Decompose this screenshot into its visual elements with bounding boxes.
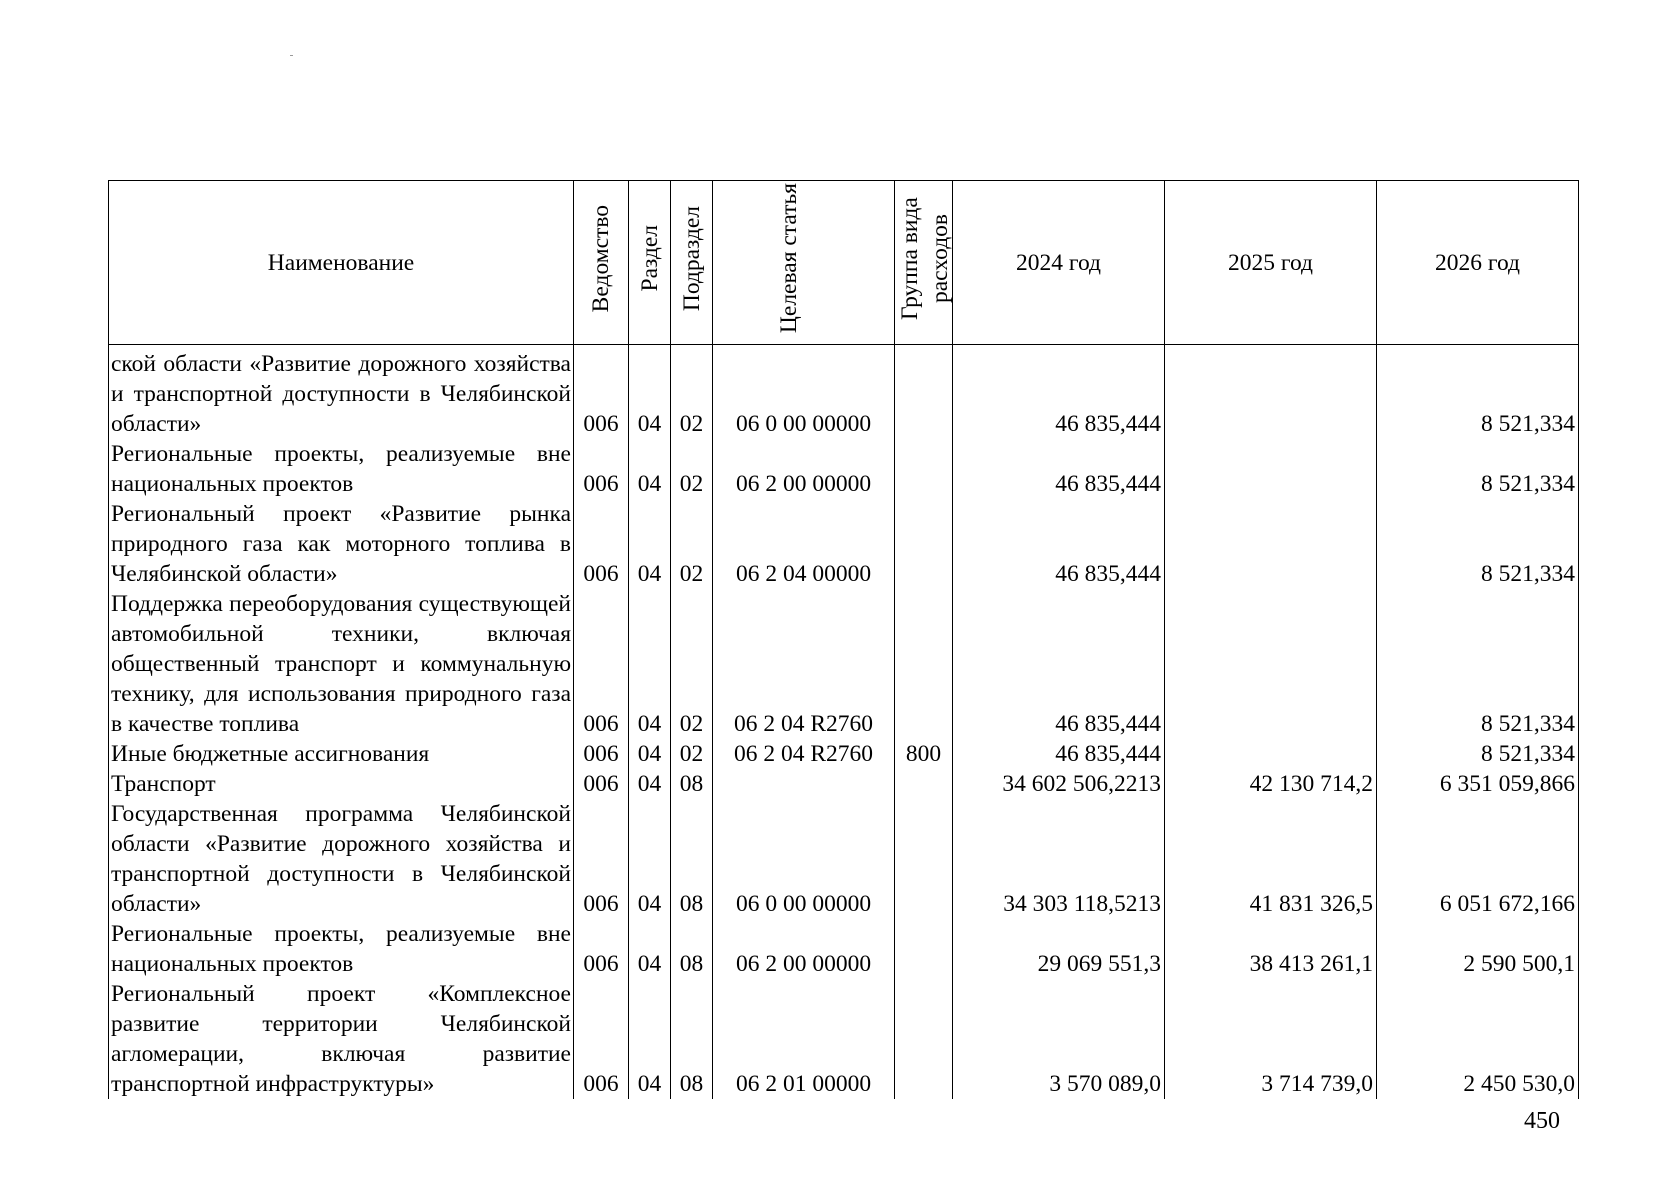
scan-speck <box>290 55 293 56</box>
row-razdel: 04 <box>629 739 671 769</box>
row-podrazdel: 02 <box>671 345 713 440</box>
row-ved: 006 <box>574 345 629 440</box>
row-csr: 06 2 04 00000 <box>713 499 895 589</box>
row-razdel: 04 <box>629 979 671 1099</box>
row-razdel: 04 <box>629 919 671 979</box>
row-2025 <box>1165 345 1377 440</box>
row-2025: 3 714 739,0 <box>1165 979 1377 1099</box>
row-2024: 46 835,444 <box>953 345 1165 440</box>
row-2024: 29 069 551,3 <box>953 919 1165 979</box>
row-2026: 8 521,334 <box>1377 439 1579 499</box>
row-2025: 42 130 714,2 <box>1165 769 1377 799</box>
row-name: Региональные проекты, реализуемые вне национальных проектов <box>109 919 574 979</box>
page-number: 450 <box>1524 1108 1560 1134</box>
row-2024: 46 835,444 <box>953 589 1165 739</box>
row-podrazdel: 08 <box>671 979 713 1099</box>
header-razdel: Раздел <box>629 181 671 345</box>
header-2025: 2025 год <box>1165 181 1377 345</box>
table-row <box>109 439 1579 499</box>
row-vr: 800 <box>895 739 953 769</box>
row-ved: 006 <box>574 589 629 739</box>
row-podrazdel: 02 <box>671 739 713 769</box>
row-2024: 46 835,444 <box>953 499 1165 589</box>
row-2026: 8 521,334 <box>1377 345 1579 440</box>
table-row <box>109 769 1579 799</box>
row-ved: 006 <box>574 919 629 979</box>
row-podrazdel: 02 <box>671 589 713 739</box>
row-ved: 006 <box>574 499 629 589</box>
row-2026: 8 521,334 <box>1377 589 1579 739</box>
row-2026: 2 590 500,1 <box>1377 919 1579 979</box>
row-ved: 006 <box>574 979 629 1099</box>
row-2026: 6 351 059,866 <box>1377 769 1579 799</box>
row-2024: 3 570 089,0 <box>953 979 1165 1099</box>
row-name: Поддержка переоборудования существующей автомобильной техники, включая общественный транспорт и коммунальную технику, для использования природного газа в качестве топлива <box>109 589 574 739</box>
row-vr <box>895 919 953 979</box>
table-header-row <box>109 181 1579 345</box>
row-2025 <box>1165 589 1377 739</box>
header-ved: Ведомство <box>574 181 629 345</box>
row-name: Государственная программа Челябинской области «Развитие дорожного хозяйства и транспортной доступности в Челябинской области» <box>109 799 574 919</box>
row-vr <box>895 499 953 589</box>
row-2026: 8 521,334 <box>1377 739 1579 769</box>
row-podrazdel: 02 <box>671 499 713 589</box>
row-2025: 41 831 326,5 <box>1165 799 1377 919</box>
row-razdel: 04 <box>629 439 671 499</box>
row-2025 <box>1165 739 1377 769</box>
row-2024: 46 835,444 <box>953 739 1165 769</box>
row-2025: 38 413 261,1 <box>1165 919 1377 979</box>
row-vr <box>895 979 953 1099</box>
row-csr: 06 2 04 R2760 <box>713 589 895 739</box>
row-vr <box>895 799 953 919</box>
table-row <box>109 979 1579 1099</box>
row-vr <box>895 589 953 739</box>
header-vr: Группа вида расходов <box>895 181 953 345</box>
row-2026: 8 521,334 <box>1377 499 1579 589</box>
row-2026: 6 051 672,166 <box>1377 799 1579 919</box>
row-2024: 46 835,444 <box>953 439 1165 499</box>
row-podrazdel: 08 <box>671 769 713 799</box>
row-csr: 06 2 04 R2760 <box>713 739 895 769</box>
row-name: Иные бюджетные ассигнования <box>109 739 574 769</box>
header-2024: 2024 год <box>953 181 1165 345</box>
table-row <box>109 799 1579 919</box>
row-razdel: 04 <box>629 499 671 589</box>
row-2024: 34 602 506,2213 <box>953 769 1165 799</box>
row-podrazdel: 02 <box>671 439 713 499</box>
header-name: Наименование <box>109 181 574 345</box>
table-row <box>109 499 1579 589</box>
row-podrazdel: 08 <box>671 799 713 919</box>
row-podrazdel: 08 <box>671 919 713 979</box>
row-razdel: 04 <box>629 345 671 440</box>
row-name: Региональные проекты, реализуемые вне национальных проектов <box>109 439 574 499</box>
header-podrazdel: Подраздел <box>671 181 713 345</box>
row-name: ской области «Развитие дорожного хозяйства и транспортной доступности в Челябинской области» <box>109 345 574 440</box>
row-razdel: 04 <box>629 589 671 739</box>
row-2026: 2 450 530,0 <box>1377 979 1579 1099</box>
row-name: Региональный проект «Развитие рынка природного газа как моторного топлива в Челябинской области» <box>109 499 574 589</box>
row-csr: 06 2 01 00000 <box>713 979 895 1099</box>
row-csr: 06 0 00 00000 <box>713 345 895 440</box>
table-row <box>109 345 1579 440</box>
row-vr <box>895 345 953 440</box>
row-vr <box>895 439 953 499</box>
row-ved: 006 <box>574 739 629 769</box>
row-csr: 06 0 00 00000 <box>713 799 895 919</box>
row-ved: 006 <box>574 439 629 499</box>
row-name: Транспорт <box>109 769 574 799</box>
table-row <box>109 589 1579 739</box>
budget-table <box>108 180 1579 1099</box>
header-2026: 2026 год <box>1377 181 1579 345</box>
header-csr: Целевая статья <box>713 181 895 345</box>
table-body <box>109 345 1579 1100</box>
row-2025 <box>1165 499 1377 589</box>
table-row <box>109 919 1579 979</box>
row-csr: 06 2 00 00000 <box>713 439 895 499</box>
row-ved: 006 <box>574 769 629 799</box>
row-ved: 006 <box>574 799 629 919</box>
row-2025 <box>1165 439 1377 499</box>
row-razdel: 04 <box>629 799 671 919</box>
row-csr: 06 2 00 00000 <box>713 919 895 979</box>
row-razdel: 04 <box>629 769 671 799</box>
row-vr <box>895 769 953 799</box>
table-row <box>109 739 1579 769</box>
row-name: Региональный проект «Комплексное развитие территории Челябинской агломерации, включая развитие транспортной инфраструктуры» <box>109 979 574 1099</box>
row-2024: 34 303 118,5213 <box>953 799 1165 919</box>
row-csr <box>713 769 895 799</box>
